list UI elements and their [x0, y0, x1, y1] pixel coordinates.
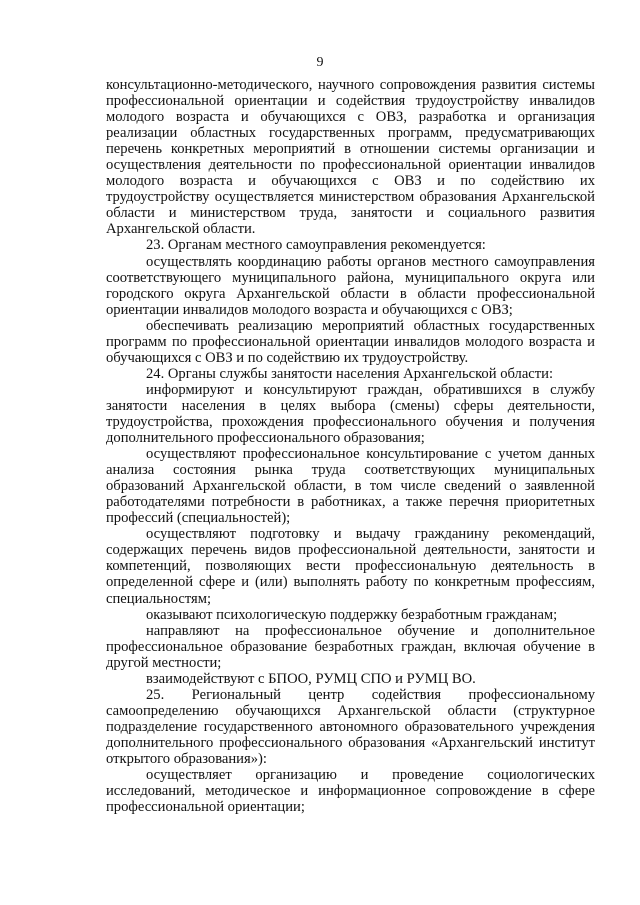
page-number: 9 — [316, 55, 324, 70]
paragraph: 23. Органам местного самоуправления рекомендуется: — [146, 237, 486, 254]
body-text — [106, 77, 595, 815]
paragraph: обеспечивать реализацию мероприятий областных государственных программ по профессиональной ориентации инвалидов молодого возраста и обучающихся с ОВЗ и по содействию их трудоустройству. — [106, 317, 595, 366]
paragraph: 25. Региональный центр содействия профессиональному самоопределению обучающихся Архангельской области (структурное подразделение государственного автономного образовательного учреждения дополнительного профессионального образования «Архангельский институт открытого образования»): — [106, 686, 595, 767]
paragraph: консультационно-методического, научного сопровождения развития системы профессиональной ориентации и содействия трудоустройству инвалидов молодого возраста и обучающихся с ОВЗ, разработка и организация реализации областных государственных программ, предусматривающих перечень конкретных мероприятий в отношении системы организации и осуществления деятельности по профессиональной ориентации инвалидов молодого возраста и обучающихся с ОВЗ и по содействию их трудоустройству осуществляется министерством образования Архангельской области и министерством труда, занятости и социального развития Архангельской области. — [106, 77, 595, 238]
paragraph: осуществляют подготовку и выдачу гражданину рекомендаций, содержащих перечень видов профессиональной деятельности, занятости и компетенций, позволяющих вести профессиональную деятельность в определенной сфере и (или) выполнять работу по конкретным профессиям, специальностям; — [106, 526, 595, 607]
paragraph: оказывают психологическую поддержку безработным гражданам; — [146, 606, 558, 623]
paragraph: информируют и консультируют граждан, обратившихся в службу занятости населения в целях выбора (смены) сферы деятельности, трудоустройства, прохождения профессионального обучения и получения дополнительного профессионального образования; — [106, 381, 595, 447]
paragraph: направляют на профессиональное обучение и дополнительное профессиональное образование безработных граждан, включая обучение в другой местности; — [106, 622, 595, 671]
paragraph: 24. Органы службы занятости населения Архангельской области: — [146, 365, 554, 382]
paragraph: осуществляет организацию и проведение социологических исследований, методическое и информационное сопровождение в сфере профессиональной ориентации; — [106, 767, 595, 816]
paragraph: взаимодействуют с БПОО, РУМЦ СПО и РУМЦ ВО. — [146, 670, 476, 687]
paragraph: осуществляют профессиональное консультирование с учетом данных анализа состояния рынка труда соответствующих муниципальных образований Архангельской области, в том числе сведений о заявленной работодателями потребности в работниках, а также перечня приоритетных профессий (специальностей); — [106, 446, 595, 527]
paragraph: осуществлять координацию работы органов местного самоуправления соответствующего муниципального района, муниципального округа или городского округа Архангельской области в области профессиональной ориентации инвалидов молодого возраста и обучающихся с ОВЗ; — [106, 253, 595, 318]
